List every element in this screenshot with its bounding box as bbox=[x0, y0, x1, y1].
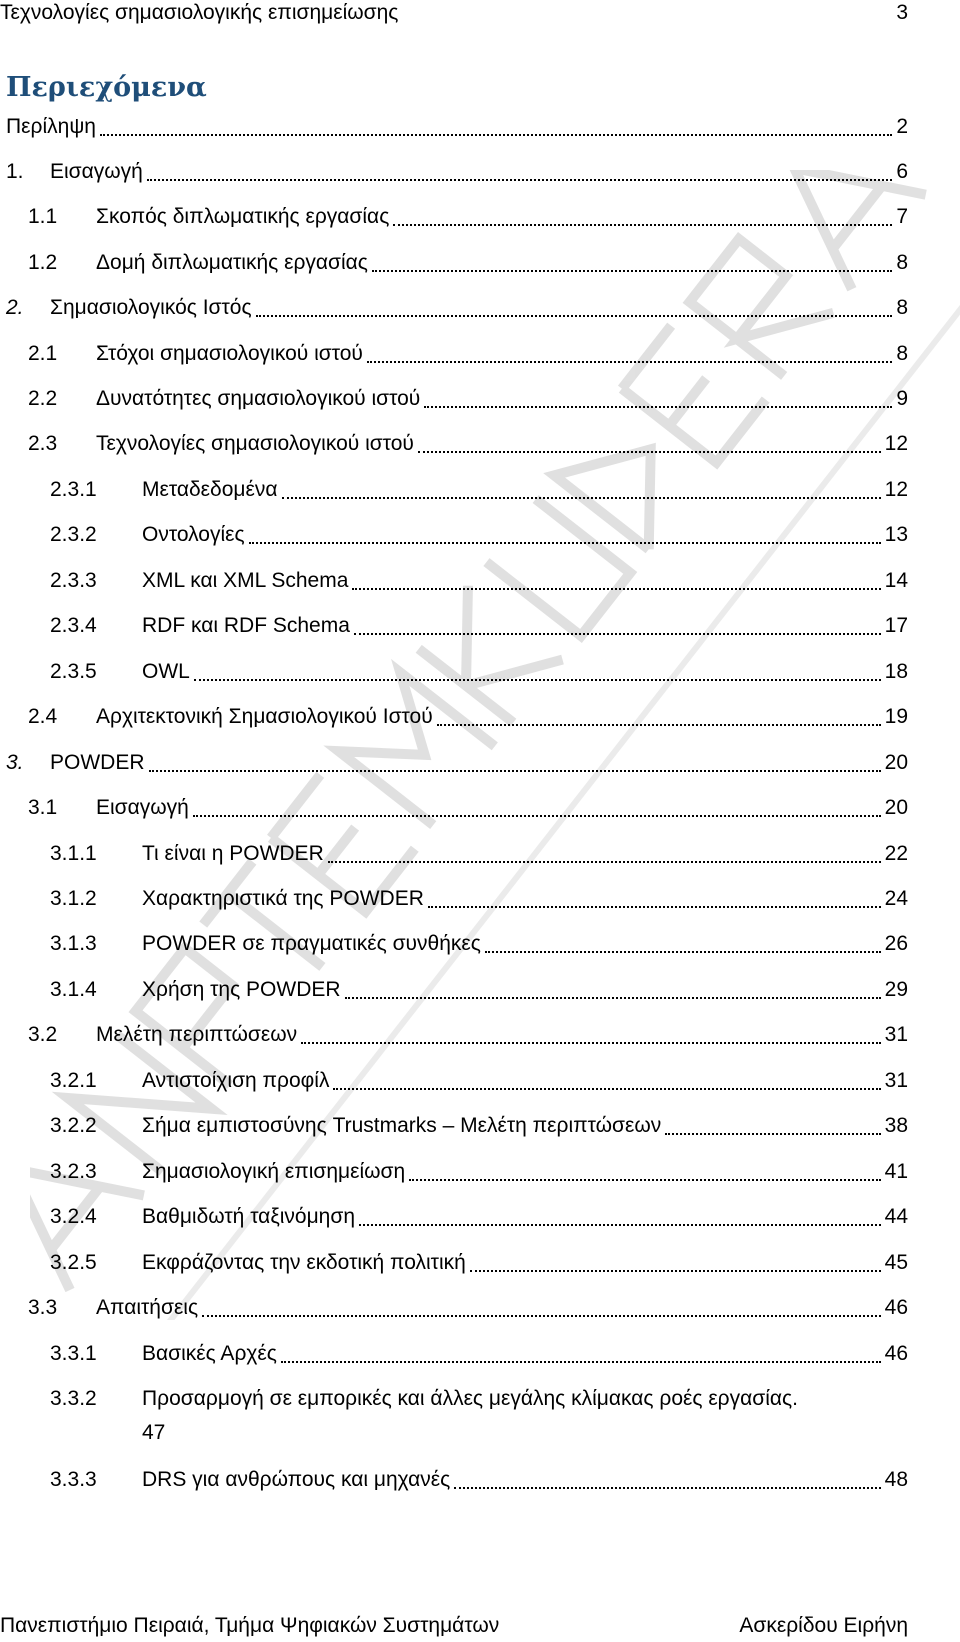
toc-entry-page: 12 bbox=[884, 432, 908, 455]
toc-entry-text: Σήμα εμπιστοσύνης Trustmarks – Μελέτη περιπτώσεων bbox=[142, 1114, 662, 1137]
toc-entry-number: 2.3.4 bbox=[50, 614, 97, 637]
toc-entry[interactable] bbox=[0, 928, 908, 960]
toc-entry-text: Μεταδεδομένα bbox=[142, 478, 278, 501]
toc-entry-page: 29 bbox=[884, 978, 908, 1001]
toc-entry-text: Σημασιολογικός Ιστός bbox=[50, 296, 252, 319]
toc-entry-page: 17 bbox=[884, 614, 908, 637]
toc-entry[interactable] bbox=[0, 338, 908, 370]
toc-entry[interactable] bbox=[0, 1065, 908, 1097]
toc-entry-text: Δομή διπλωματικής εργασίας bbox=[96, 251, 368, 274]
page-header bbox=[0, 0, 908, 26]
toc-entry-number: 3.3.3 bbox=[50, 1468, 97, 1491]
toc-entry-number: 3.3 bbox=[28, 1296, 58, 1319]
toc-entry-page: 8 bbox=[896, 296, 908, 319]
toc-entry-text: Εισαγωγή bbox=[50, 160, 143, 183]
toc-entry[interactable] bbox=[0, 474, 908, 506]
toc-leader-dots bbox=[301, 1041, 881, 1044]
toc-entry-number: 3.2.1 bbox=[50, 1069, 97, 1092]
toc-entry-page: 24 bbox=[884, 887, 908, 910]
toc-entry-text: Περίληψη bbox=[6, 115, 96, 138]
toc-entry-text: Αρχιτεκτονική Σημασιολογικού Ιστού bbox=[96, 705, 433, 728]
toc-entry-text: DRS για ανθρώπους και μηχανές bbox=[142, 1468, 451, 1491]
toc-entry-number: 3.2 bbox=[28, 1023, 58, 1046]
toc-entry-page: 14 bbox=[884, 569, 908, 592]
toc-entry-text: Οντολογίες bbox=[142, 523, 245, 546]
toc-leader-dots bbox=[328, 860, 881, 863]
toc-entry-number: 2.3.5 bbox=[50, 660, 97, 683]
toc-leader-dots bbox=[333, 1087, 880, 1090]
footer-author: Ασκερίδου Ειρήνη bbox=[739, 1614, 908, 1637]
toc-entry-number: 2.3.3 bbox=[50, 569, 97, 592]
toc-entry[interactable] bbox=[0, 1464, 908, 1496]
toc-entry-text: Τι είναι η POWDER bbox=[142, 842, 324, 865]
toc-entry-text: POWDER bbox=[50, 751, 145, 774]
toc-entry-text: Βασικές Αρχές bbox=[142, 1342, 277, 1365]
toc-entry-text: Βαθμιδωτή ταξινόμηση bbox=[142, 1205, 355, 1228]
header-title: Τεχνολογίες σημασιολογικής επισημείωσης bbox=[0, 1, 399, 24]
toc-entry-page: 31 bbox=[884, 1023, 908, 1046]
toc-entry-page: 44 bbox=[884, 1205, 908, 1228]
toc-entry-text: Σημασιολογική επισημείωση bbox=[142, 1160, 406, 1183]
toc-entry-text: Αντιστοίχιση προφίλ bbox=[142, 1069, 330, 1092]
toc-leader-dots bbox=[100, 133, 892, 136]
toc-entry[interactable] bbox=[0, 247, 908, 279]
toc-entry-text: Προσαρμογή σε εμπορικές και άλλες μεγάλης κλίμακας ροές εργασίας. bbox=[142, 1387, 798, 1410]
toc-entry-number: 1.2 bbox=[28, 251, 58, 274]
toc-entry-number: 3.1.4 bbox=[50, 978, 97, 1001]
toc-entry-text: Μελέτη περιπτώσεων bbox=[96, 1023, 298, 1046]
toc-entry-number: 3.1.2 bbox=[50, 887, 97, 910]
toc-entry-text: Εισαγωγή bbox=[96, 796, 189, 819]
toc-leader-dots bbox=[367, 360, 892, 363]
toc-leader-dots bbox=[485, 950, 881, 953]
toc-entry[interactable] bbox=[0, 701, 908, 733]
page-footer bbox=[0, 1612, 908, 1640]
toc-entry[interactable] bbox=[0, 156, 908, 188]
toc-entry-number: 2.3.1 bbox=[50, 478, 97, 501]
toc-entry-text: RDF και RDF Schema bbox=[142, 614, 350, 637]
toc-entry-text: Χαρακτηριστικά της POWDER bbox=[142, 887, 424, 910]
toc-entry[interactable] bbox=[0, 747, 908, 779]
toc-leader-dots bbox=[424, 405, 892, 408]
toc-entry-text: XML και XML Schema bbox=[142, 569, 349, 592]
toc-entry[interactable] bbox=[0, 656, 908, 688]
toc-leader-dots bbox=[359, 1223, 881, 1226]
toc-entry-number: 3.3.2 bbox=[50, 1387, 97, 1410]
toc-entry-text: OWL bbox=[142, 660, 190, 683]
toc-entry-page: 46 bbox=[884, 1342, 908, 1365]
toc-entry[interactable] bbox=[0, 292, 908, 324]
toc-leader-dots bbox=[352, 587, 880, 590]
toc-leader-dots bbox=[665, 1132, 880, 1135]
toc-entry-page: 7 bbox=[896, 205, 908, 228]
toc-entry[interactable] bbox=[0, 1292, 908, 1324]
toc-entry-page: 2 bbox=[896, 115, 908, 138]
toc-entry-page: 20 bbox=[884, 796, 908, 819]
toc-leader-dots bbox=[470, 1269, 881, 1272]
toc-leader-dots bbox=[149, 769, 881, 772]
toc-entry-page: 46 bbox=[884, 1296, 908, 1319]
toc-entry-text: Εκφράζοντας την εκδοτική πολιτική bbox=[142, 1251, 466, 1274]
toc-entry-number: 3.1.1 bbox=[50, 842, 97, 865]
toc-leader-dots bbox=[418, 450, 881, 453]
toc-entry-page: 48 bbox=[884, 1468, 908, 1491]
toc-entry-number: 2.3 bbox=[28, 432, 58, 455]
toc-entry-number: 3.2.2 bbox=[50, 1114, 97, 1137]
toc-entry[interactable] bbox=[0, 428, 908, 460]
toc-entry[interactable] bbox=[0, 792, 908, 824]
toc-entry[interactable] bbox=[0, 1201, 908, 1233]
toc-entry-text: Χρήση της POWDER bbox=[142, 978, 341, 1001]
footer-institution: Πανεπιστήμιο Πειραιά, Τμήμα Ψηφιακών Συστημάτων bbox=[0, 1614, 500, 1637]
toc-entry[interactable] bbox=[0, 1156, 908, 1188]
toc-entry-page: 8 bbox=[896, 342, 908, 365]
toc-entry-number: 2.4 bbox=[28, 705, 58, 728]
toc-entry-text: POWDER σε πραγματικές συνθήκες bbox=[142, 932, 481, 955]
toc-leader-dots bbox=[256, 314, 893, 317]
toc-entry-page: 19 bbox=[884, 705, 908, 728]
toc-entry-page: 41 bbox=[884, 1160, 908, 1183]
toc-entry-number: 2.1 bbox=[28, 342, 58, 365]
toc-entry-number: 3.2.5 bbox=[50, 1251, 97, 1274]
toc-entry-page: 38 bbox=[884, 1114, 908, 1137]
toc-title: Περιεχόμενα bbox=[6, 72, 207, 103]
toc-entry-number: 3.1 bbox=[28, 796, 58, 819]
toc-entry-page: 18 bbox=[884, 660, 908, 683]
toc-entry[interactable] bbox=[0, 1338, 908, 1370]
toc-entry[interactable] bbox=[0, 1019, 908, 1051]
toc-entry[interactable] bbox=[0, 610, 908, 642]
toc-leader-dots bbox=[409, 1178, 880, 1181]
toc-entry[interactable] bbox=[0, 838, 908, 870]
toc-entry-number: 1.1 bbox=[28, 205, 58, 228]
toc-leader-dots bbox=[354, 632, 881, 635]
toc-entry-text: Στόχοι σημασιολογικού ιστού bbox=[96, 342, 363, 365]
toc-leader-dots bbox=[393, 223, 892, 226]
toc-entry-number: 2. bbox=[6, 296, 24, 319]
toc-entry-page: 22 bbox=[884, 842, 908, 865]
header-page-number: 3 bbox=[896, 1, 908, 24]
toc-leader-dots bbox=[281, 1360, 881, 1363]
toc-leader-dots bbox=[249, 541, 881, 544]
toc-entry[interactable] bbox=[0, 1247, 908, 1279]
toc-leader-dots bbox=[437, 723, 881, 726]
toc-entry[interactable] bbox=[0, 565, 908, 597]
toc-entry-page: 12 bbox=[884, 478, 908, 501]
toc-leader-dots bbox=[202, 1314, 881, 1317]
toc-entry-page: 9 bbox=[896, 387, 908, 410]
toc-entry[interactable] bbox=[0, 1110, 908, 1142]
toc-entry-number: 3.1.3 bbox=[50, 932, 97, 955]
toc-leader-dots bbox=[345, 996, 881, 999]
toc-entry-page: 13 bbox=[884, 523, 908, 546]
toc-entry[interactable] bbox=[0, 201, 908, 233]
toc-entry-text: Τεχνολογίες σημασιολογικού ιστού bbox=[96, 432, 414, 455]
toc-entry-text: Δυνατότητες σημασιολογικού ιστού bbox=[96, 387, 421, 410]
toc-entry[interactable] bbox=[0, 519, 908, 551]
toc-leader-dots bbox=[193, 814, 881, 817]
toc-leader-dots bbox=[454, 1486, 880, 1489]
toc-leader-dots bbox=[428, 905, 881, 908]
toc-entry-number: 3. bbox=[6, 751, 24, 774]
toc-leader-dots bbox=[194, 678, 881, 681]
toc-entry[interactable] bbox=[0, 883, 908, 915]
toc-entry-number: 1. bbox=[6, 160, 24, 183]
toc-entry-number: 3.3.1 bbox=[50, 1342, 97, 1365]
toc-entry-page: 47 bbox=[142, 1421, 166, 1444]
toc-entry-page: 26 bbox=[884, 932, 908, 955]
toc-leader-dots bbox=[372, 269, 892, 272]
toc-entry-text: Απαιτήσεις bbox=[96, 1296, 199, 1319]
toc-entry-number: 2.2 bbox=[28, 387, 58, 410]
toc-entry-page: 8 bbox=[896, 251, 908, 274]
toc-leader-dots bbox=[147, 178, 892, 181]
toc-leader-dots bbox=[282, 496, 881, 499]
toc-entry-page: 6 bbox=[896, 160, 908, 183]
toc-entry-number: 3.2.4 bbox=[50, 1205, 97, 1228]
toc-entry[interactable] bbox=[0, 383, 908, 415]
toc-entry-page: 31 bbox=[884, 1069, 908, 1092]
toc-entry-page: 20 bbox=[884, 751, 908, 774]
toc-entry-text: Σκοπός διπλωματικής εργασίας bbox=[96, 205, 390, 228]
toc-entry-number: 2.3.2 bbox=[50, 523, 97, 546]
toc-entry[interactable] bbox=[0, 974, 908, 1006]
toc-entry[interactable] bbox=[0, 111, 908, 143]
toc-entry-page: 45 bbox=[884, 1251, 908, 1274]
toc-entry-number: 3.2.3 bbox=[50, 1160, 97, 1183]
